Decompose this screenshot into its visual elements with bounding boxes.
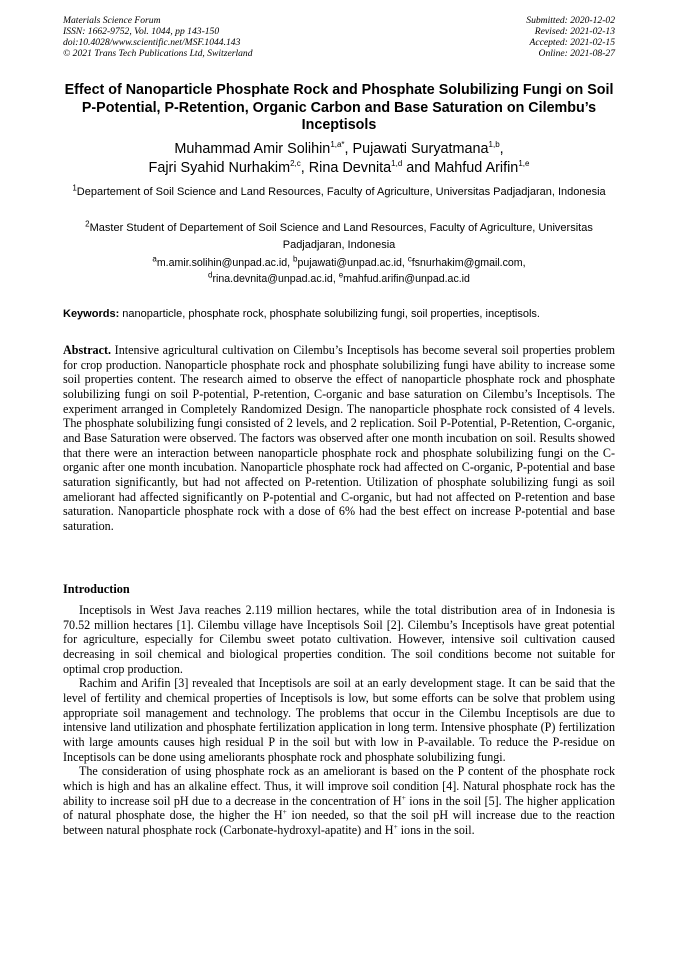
author-name: Muhammad Amir Solihin <box>174 141 331 157</box>
email-sep: , <box>332 272 339 285</box>
author-sep: , <box>344 141 353 157</box>
superscript-plus: + <box>282 807 287 817</box>
introduction-body <box>63 603 615 838</box>
email-sep: , <box>522 257 526 269</box>
paragraph-text: ion needed, so that the soil pH will increase due to the reaction between natural phosphate rock (Carbonate-hydroxyl-apatite) and H <box>63 808 615 837</box>
superscript-plus: + <box>401 792 406 802</box>
affiliation-1 <box>70 184 608 201</box>
affiliation-sup: 2 <box>85 219 90 229</box>
email-sup: e <box>338 269 344 279</box>
section-heading-introduction: Introduction <box>63 582 130 596</box>
date-revised: Revised: 2021-02-13 <box>534 26 615 37</box>
keywords-text: nanoparticle, phosphate rock, phosphate solubilizing fungi, soil properties, inceptisols. <box>119 308 540 320</box>
paragraph-text: The consideration of using phosphate rock as an ameliorant is based on the P content of the phosphate rock which is high and has an alkaline effect. Thus, it will improve soil condition [4]. Natural phosphate rock has the ability to increase soil pH due to a decrease in the concentration of H <box>63 764 615 808</box>
affiliation-sup: 1 <box>72 183 77 193</box>
superscript-plus: + <box>393 821 398 831</box>
author-sup: 1,a* <box>330 140 345 150</box>
email-sep: , <box>401 257 408 269</box>
keywords-label: Keywords: <box>63 308 120 320</box>
author-list <box>63 140 615 178</box>
author-sep: and <box>402 160 435 176</box>
affiliation-text: Departement of Soil Science and Land Resources, Faculty of Agriculture, Universitas Padjadjaran, Indonesia <box>76 186 606 198</box>
email-sep: , <box>287 257 294 269</box>
paper-title: Effect of Nanoparticle Phosphate Rock and Phosphate Solubilizing Fungi on Soil P-Potential, P-Retention, Organic Carbon and Base Saturation on Cilembu’s Inceptisols <box>64 82 614 133</box>
paragraph: Inceptisols in West Java reaches 2.119 million hectares, while the total distribution area of in Indonesia is 70.52 million hectares [1]. Cilembu village have Inceptisols Soil [2]. Cilembu’s Inceptisols have great potential for agriculture, especially for Cilembu sweet potato cultivation. However, intensive soil cultivation caused decreasing in soil chemical and biological properties condition. The soil conditions become not suitable for optimal crop production. <box>63 603 615 676</box>
journal-doi[interactable]: doi:10.4028/www.scientific.net/MSF.1044.143 <box>63 37 241 48</box>
keywords <box>63 307 615 321</box>
author-sup: 1,b <box>488 140 500 150</box>
email-link[interactable]: rina.devnita@unpad.ac.id <box>212 272 333 285</box>
abstract-label: Abstract. <box>63 343 112 357</box>
abstract-text: Intensive agricultural cultivation on Cilembu’s Inceptisols has become several soil properties problem for crop production. Nanoparticle phosphate rock and phosphate solubilizing fungi have ability to increase some soil properties content. The research aimed to observe the effect of nanoparticle phosphate rock and phosphate solubilizing fungi on soil P-potential, P-retention, C-organic and base saturation on Cilembu’s Inceptisols. The experiment arranged in Completely Randomized Design. The nanoparticle phosphate rock consisted of 4 levels. The phosphate solubilizing fungi consisted of 2 levels, and 2 replication. Soil P-Potential, P-Retention, C-organic, and Base Saturation were observed. The factors was observed after one month incubation on soil. Results showed that there were an interaction between nanoparticle phosphate rock and phosphate solubilizing fungi on the C-organic after one month incubation. Nanoparticle phosphate rock had affected on C-organic, P-potential and base saturation significantly, but had not affected on P-retention. Utilization of phosphate solubilizing fungi as soil ameliorant had affected significantly on P-potential and C-organic, but had not affected on P-retention and base saturation. Nanoparticle phosphate rock with a dose of 6% had the best effect on increase P-potential and base saturation. <box>63 343 615 533</box>
paragraph-text: ions in the soil [5]. The higher application of natural phosphate dose, the higher the H <box>63 793 616 823</box>
email-sup: d <box>208 269 213 279</box>
author-name: Rina Devnita <box>308 160 392 176</box>
author-name: Pujawati Suryatmana <box>352 141 489 157</box>
abstract <box>63 343 615 534</box>
author-sep: , <box>499 141 504 157</box>
author-sup: 1,e <box>518 159 530 169</box>
date-online: Online: 2021-08-27 <box>538 48 615 59</box>
journal-issn: ISSN: 1662-9752, Vol. 1044, pp 143-150 <box>63 26 220 37</box>
email-link[interactable]: pujawati@unpad.ac.id <box>297 257 402 269</box>
paragraph: Rachim and Arifin [3] revealed that Inceptisols are soil at an early development stage. It can be said that the level of fertility and chemical properties of Inceptisols is low, but some efforts can be solve that problem using appropriate soil management and technology. The problems that occur in the Cilembu Inceptisols are due to intensive land utilization and phosphate fertilization application in long term. Intensive phosphate (P) fertilization with large amounts causes high residual P in the soil but with low in P-available. To reduce the P-residue on Inceptisols can be done using ameliorants phosphate rock and phosphate solubilizing fungi. <box>63 676 615 764</box>
author-name: Fajri Syahid Nurhakim <box>148 160 291 176</box>
email-link[interactable]: fsnurhakim@gmail.com <box>411 257 523 269</box>
author-name: Mahfud Arifin <box>434 160 519 176</box>
affiliation-2 <box>70 220 608 254</box>
author-sep: , <box>300 160 309 176</box>
email-sup: a <box>152 254 157 264</box>
email-sup: c <box>407 254 412 264</box>
paragraph <box>63 764 615 837</box>
journal-copyright: © 2021 Trans Tech Publications Ltd, Switzerland <box>63 48 253 59</box>
publication-dates <box>526 15 615 59</box>
date-accepted: Accepted: 2021-02-15 <box>529 37 615 48</box>
email-link[interactable]: m.amir.solihin@unpad.ac.id <box>156 257 288 269</box>
email-link[interactable]: mahfud.arifin@unpad.ac.id <box>343 272 470 285</box>
journal-name: Materials Science Forum <box>63 15 161 26</box>
journal-info <box>63 15 253 59</box>
author-emails <box>63 256 615 287</box>
email-sup: b <box>293 254 298 264</box>
affiliation-text: Master Student of Departement of Soil Science and Land Resources, Faculty of Agriculture, Universitas Padjadjaran, Indonesia <box>89 222 593 251</box>
author-sup: 2,c <box>290 159 301 169</box>
paragraph-text: ions in the soil. <box>397 822 475 837</box>
author-sup: 1,d <box>391 159 403 169</box>
date-submitted: Submitted: 2020-12-02 <box>526 15 615 26</box>
